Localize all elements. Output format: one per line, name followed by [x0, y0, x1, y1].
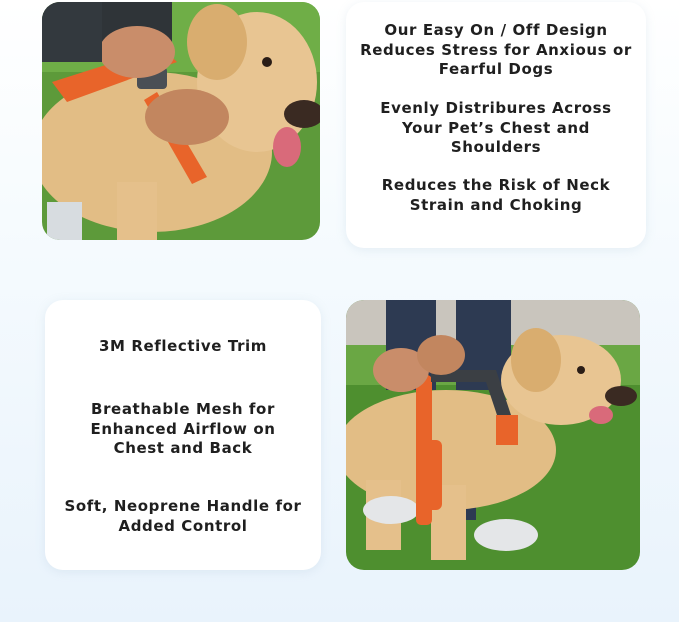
- feature-easy-on-off: Our Easy On / Off Design Reduces Stress for Anxious or Fearful Dogs: [360, 21, 632, 78]
- feature-reflective-trim: 3M Reflective Trim: [98, 337, 268, 355]
- top-features-card: [346, 2, 646, 248]
- dog-harness-front-illustration: [346, 300, 640, 570]
- feature-breathable-mesh: Breathable Mesh for Enhanced Airflow on Chest and Back: [90, 400, 276, 457]
- feature-neck-strain: Reduces the Risk of Neck Strain and Choking: [381, 176, 611, 214]
- feature-even-distribution: Evenly Distribures Across Your Pet’s Chest and Shoulders: [380, 99, 612, 156]
- bottom-harness-photo: [346, 300, 640, 570]
- top-harness-photo: [42, 2, 320, 240]
- bottom-features-card: [45, 300, 321, 570]
- dog-harness-buckle-illustration: [42, 2, 320, 240]
- feature-neoprene-handle: Soft, Neoprene Handle for Added Control: [64, 497, 302, 535]
